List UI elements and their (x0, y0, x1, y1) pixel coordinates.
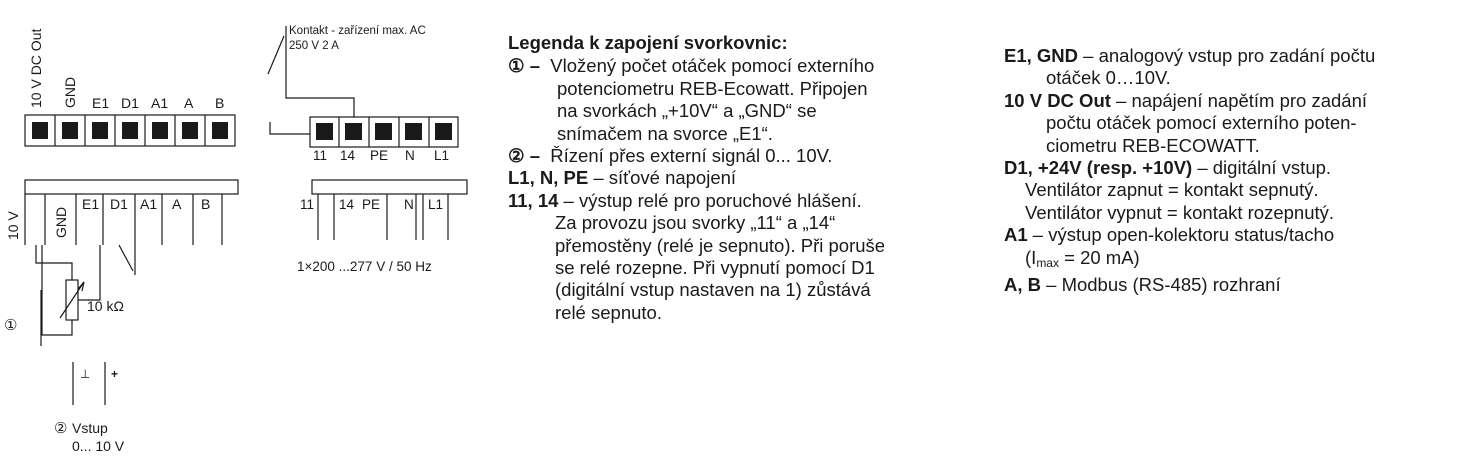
legend-item-2-key: ② – (508, 145, 541, 167)
legend-item-8 (1004, 224, 1464, 246)
left-bottom-label-10v: 10 V (5, 211, 21, 240)
legend-item-5-key: E1, GND (1004, 45, 1079, 66)
legend-item-8-imax (1025, 247, 1464, 274)
legend-item-4-line-3: přemostěny (relé je sepnuto). Při poruše (555, 234, 886, 256)
marker-2-label: ② (54, 420, 68, 437)
legend-item-6-line-3: ciometru REB-ECOWATT. (1046, 134, 1260, 156)
left-bottom-label-gnd: GND (53, 206, 69, 238)
input-label: Vstup (72, 420, 108, 436)
right-top-terminal-labels (313, 148, 449, 163)
right-bottom-label-14: 14 (339, 197, 355, 212)
right-top-label-14: 14 (340, 148, 356, 163)
legend-column-1 (508, 32, 978, 324)
right-bottom-label-11: 11 (300, 197, 315, 212)
resistor-value-label: 10 kΩ (87, 298, 124, 314)
legend-item-2 (508, 145, 978, 167)
legend-item-6 (1004, 90, 1464, 112)
potentiometer-wiring (36, 245, 135, 346)
ground-symbol: ⊥ (80, 367, 91, 381)
legend-item-1-line-2: potenciometru REB-Ecowatt. Připojen (557, 77, 868, 99)
left-top-label-b: B (215, 95, 225, 111)
legend-item-9-text: – Modbus (RS-485) rozhraní (1041, 274, 1281, 296)
legend-item-6-key: 10 V DC Out (1004, 89, 1111, 111)
right-bottom-label-pe: PE (362, 197, 381, 212)
legend-item-5-line-1: – analogový vstup pro zadání počtu (1078, 45, 1376, 66)
legend-item-8-line-1: – výstup open-kolektoru status/tacho (1027, 224, 1335, 246)
plus-symbol: + (111, 367, 119, 381)
left-bottom-terminal-labels (5, 196, 210, 240)
legend-item-8-key: A1 (1004, 224, 1028, 246)
legend-title: Legenda k zapojení svorkovnic: (508, 32, 788, 53)
legend-item-4-line-6: relé sepnuto. (555, 301, 662, 323)
legend-item-3 (508, 167, 978, 189)
legend-item-4 (508, 190, 978, 212)
legend-item-7 (1004, 157, 1464, 179)
legend-item-2-text: Řízení přes externí signál 0... 10V. (550, 145, 833, 167)
marker-1-label: ① (4, 317, 18, 334)
right-top-label-l1: L1 (434, 148, 450, 163)
imax-value: = 20 mA) (1058, 246, 1140, 268)
legend-item-7-key: D1, +24V (resp. +10V) (1004, 157, 1193, 179)
legend-item-9-key: A, B (1004, 274, 1041, 296)
legend-item-7-line-1: – digitální vstup. (1192, 157, 1332, 179)
legend-item-5-line-2: otáček 0…10V. (1046, 67, 1171, 89)
legend-item-1-line-3: na svorkách „+10V“ a „GND“ se (557, 100, 817, 122)
legend-item-7-line-2: Ventilátor zapnut = kontakt sepnutý. (1025, 179, 1319, 201)
legend-item-1-line-4: snímačem na svorce „E1“. (557, 122, 773, 144)
left-top-label-a1: A1 (151, 95, 169, 111)
right-top-label-11: 11 (313, 148, 328, 163)
legend-item-3-text: – síťové napojení (588, 167, 737, 189)
left-bottom-label-d1: D1 (110, 196, 128, 212)
left-top-label-gnd: GND (62, 76, 78, 108)
contact-label-line2: 250 V 2 A (289, 40, 339, 52)
legend-item-4-line-2: Za provozu jsou svorky „11“ a „14“ (555, 212, 836, 234)
left-top-label-e1: E1 (92, 95, 110, 111)
right-top-label-n: N (405, 148, 415, 163)
legend-item-7-line-3: Ventilátor vypnut = kontakt rozepnutý. (1025, 201, 1335, 223)
legend-item-9 (1004, 274, 1464, 296)
legend-item-6-line-2: počtu otáček pomocí externího poten- (1046, 112, 1357, 134)
contact-label-line1: Kontakt - zařízení max. AC (289, 25, 426, 37)
legend-item-1 (508, 55, 978, 77)
left-bottom-label-b: B (201, 196, 211, 212)
left-bottom-label-e1: E1 (82, 196, 100, 212)
legend-column-2 (1004, 45, 1464, 296)
imax-subscript: max (1036, 255, 1059, 270)
left-bottom-label-a1: A1 (140, 196, 158, 212)
legend-item-5 (1004, 45, 1464, 67)
legend-item-4-key: 11, 14 (508, 189, 559, 211)
right-bottom-label-l1: L1 (428, 197, 444, 212)
wiring-diagram (0, 0, 500, 469)
left-top-label-a: A (184, 95, 194, 111)
left-bottom-label-a: A (172, 196, 182, 212)
legend-item-1-key: ① – (508, 55, 541, 77)
left-top-label-10v: 10 V DC Out (28, 28, 44, 108)
legend-item-4-line-4: se relé rozepne. Při vypnutí pomocí D1 (555, 257, 875, 279)
right-top-label-pe: PE (370, 148, 389, 163)
left-top-label-d1: D1 (121, 95, 139, 111)
legend-item-6-line-1: – napájení napětím pro zadání (1110, 89, 1368, 111)
right-bottom-terminal-strip (312, 180, 467, 240)
right-bottom-terminal-labels (300, 197, 443, 212)
legend-item-1-line-1: Vložený počet otáček pomocí externího (550, 55, 875, 77)
legend-item-4-line-1: – výstup relé pro poruchové hlášení. (558, 189, 862, 211)
supply-voltage-label: 1×200 ...277 V / 50 Hz (297, 259, 432, 274)
legend-item-4-line-5: (digitální vstup nastaven na 1) zůstává (555, 279, 871, 301)
legend-item-3-key: L1, N, PE (508, 167, 589, 189)
imax-symbol: (I (1025, 246, 1037, 268)
left-top-terminal-labels (28, 29, 224, 111)
input-range-label: 0... 10 V (72, 438, 125, 454)
right-bottom-label-n: N (404, 197, 414, 212)
